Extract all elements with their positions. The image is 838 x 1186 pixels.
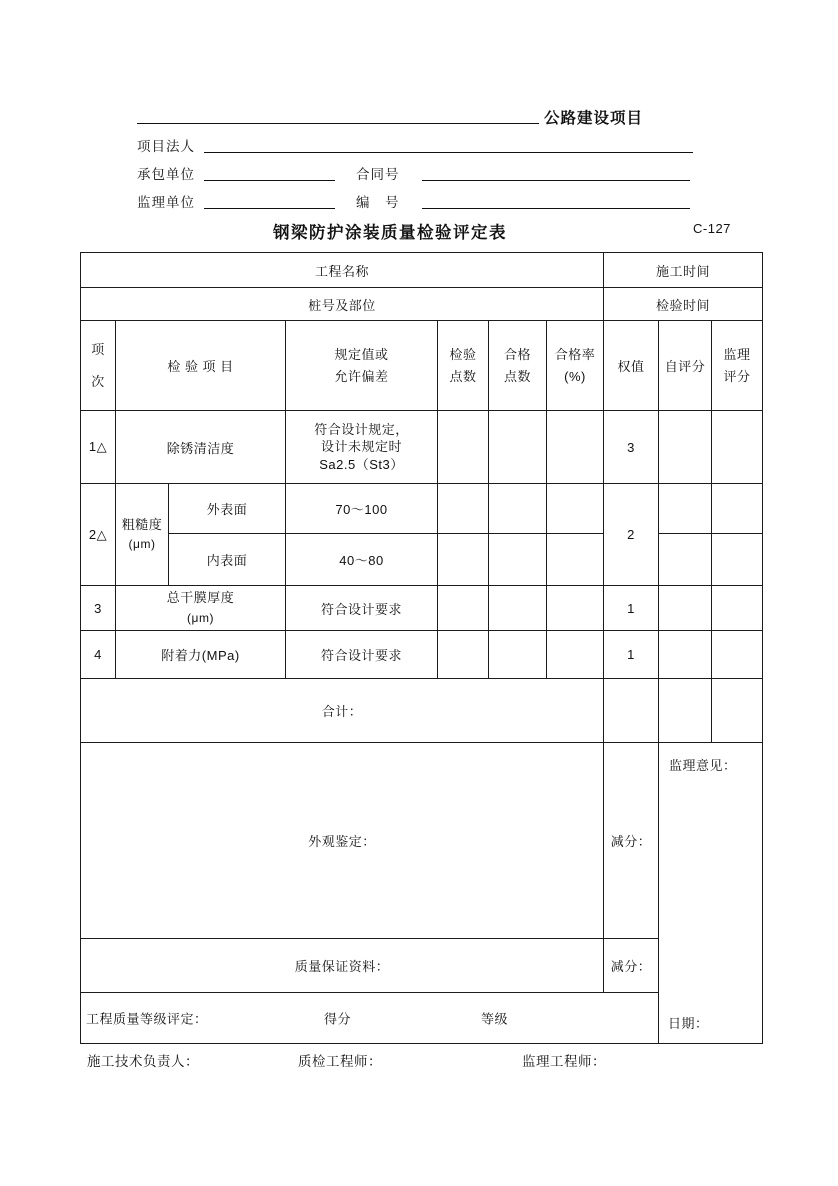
blank-cell xyxy=(438,484,489,534)
project-name-cell: 工程名称 xyxy=(81,253,604,288)
blank-cell xyxy=(712,631,763,679)
inspection-time-cell: 检验时间 xyxy=(604,288,763,321)
project-suffix-label: 公路建设项目 xyxy=(544,110,644,127)
deduction-cell-2: 减分： xyxy=(604,939,659,993)
col-pass-points: 合格 点数 xyxy=(489,321,547,411)
deduction-cell-1: 减分： xyxy=(604,743,659,939)
item-row-1 xyxy=(81,411,763,484)
col-self-score: 自评分 xyxy=(659,321,712,411)
item3-name: 总干膜厚度 (μm) xyxy=(116,586,286,631)
blank-cell xyxy=(659,586,712,631)
blank-line-serial-no xyxy=(422,208,690,209)
blank-cell xyxy=(712,534,763,586)
item3-weight: 1 xyxy=(604,586,659,631)
item3-spec: 符合设计要求 xyxy=(286,586,438,631)
blank-cell xyxy=(489,484,547,534)
item2-inner-label: 内表面 xyxy=(169,534,286,586)
qa-docs-cell: 质量保证资料： xyxy=(81,939,604,993)
qc-engineer-label: 质检工程师： xyxy=(298,1054,382,1069)
blank-cell xyxy=(659,484,712,534)
construction-tech-lead-label: 施工技术负责人： xyxy=(87,1054,199,1069)
col-pass-rate: 合格率 (%) xyxy=(547,321,604,411)
item-row-4 xyxy=(81,631,763,679)
col-check-points: 检验 点数 xyxy=(438,321,489,411)
supervision-opinion-label: 监理意见： xyxy=(669,758,737,773)
blank-line-contract-no xyxy=(422,180,690,181)
contractor-label: 承包单位 xyxy=(137,167,195,182)
appearance-row xyxy=(81,743,763,939)
item1-spec: 符合设计规定， 设计未规定时 Sa2.5（St3） xyxy=(286,411,438,484)
col-item-no: 项 次 xyxy=(81,321,116,411)
item2-weight: 2 xyxy=(604,484,659,586)
col-supervision-score: 监理 评分 xyxy=(712,321,763,411)
col-spec: 规定值或 允许偏差 xyxy=(286,321,438,411)
item2-outer-spec: 70～100 xyxy=(286,484,438,534)
blank-cell xyxy=(659,679,712,743)
blank-line-legal-person xyxy=(204,152,693,153)
blank-cell xyxy=(659,631,712,679)
blank-cell xyxy=(659,534,712,586)
blank-cell xyxy=(438,411,489,484)
form-title: 钢梁防护涂装质量检验评定表 xyxy=(273,224,507,242)
item4-no: 4 xyxy=(81,631,116,679)
blank-cell xyxy=(712,411,763,484)
item2-no: 2△ xyxy=(81,484,116,586)
item4-name: 附着力(MPa) xyxy=(116,631,286,679)
blank-cell xyxy=(712,484,763,534)
grade-eval-label: 工程质量等级评定： xyxy=(86,1011,208,1027)
total-label-cell: 合计： xyxy=(81,679,604,743)
station-cell: 桩号及部位 xyxy=(81,288,604,321)
blank-cell xyxy=(438,534,489,586)
blank-line-contractor xyxy=(204,180,335,181)
contract-no-label: 合同号 xyxy=(356,167,400,182)
serial-no-label: 编 号 xyxy=(356,195,400,210)
item-row-2a xyxy=(81,484,763,534)
info-row-project xyxy=(81,253,763,288)
item-row-2b xyxy=(81,534,763,586)
col-inspection-item: 检 验 项 目 xyxy=(116,321,286,411)
item4-weight: 1 xyxy=(604,631,659,679)
blank-cell xyxy=(547,534,604,586)
blank-cell xyxy=(547,586,604,631)
construction-time-cell: 施工时间 xyxy=(604,253,763,288)
form-code: C-127 xyxy=(693,221,731,236)
blank-cell xyxy=(547,484,604,534)
blank-line-project-name xyxy=(137,123,539,124)
blank-cell xyxy=(438,631,489,679)
item4-spec: 符合设计要求 xyxy=(286,631,438,679)
item1-no: 1△ xyxy=(81,411,116,484)
item1-name: 除锈清洁度 xyxy=(116,411,286,484)
blank-cell xyxy=(489,411,547,484)
blank-cell xyxy=(604,679,659,743)
item2-inner-spec: 40～80 xyxy=(286,534,438,586)
blank-cell xyxy=(489,534,547,586)
title-row xyxy=(80,219,700,243)
appearance-cell: 外观鉴定： xyxy=(81,743,604,939)
blank-cell xyxy=(438,586,489,631)
blank-cell xyxy=(712,679,763,743)
blank-cell xyxy=(547,411,604,484)
blank-cell xyxy=(659,411,712,484)
supervision-opinion-cell xyxy=(659,743,763,1044)
item2-outer-label: 外表面 xyxy=(169,484,286,534)
item1-weight: 3 xyxy=(604,411,659,484)
blank-cell xyxy=(547,631,604,679)
info-row-station xyxy=(81,288,763,321)
supervision-unit-label: 监理单位 xyxy=(137,195,195,210)
score-label: 得分 xyxy=(324,1011,352,1027)
legal-person-label: 项目法人 xyxy=(137,139,195,154)
column-header-row xyxy=(81,321,763,411)
total-row xyxy=(81,679,763,743)
supervision-engineer-label: 监理工程师： xyxy=(522,1054,606,1069)
date-label: 日期： xyxy=(668,1016,709,1031)
inspection-table xyxy=(80,252,763,1044)
blank-line-supervision-unit xyxy=(204,208,335,209)
col-weight: 权值 xyxy=(604,321,659,411)
item3-no: 3 xyxy=(81,586,116,631)
blank-cell xyxy=(712,586,763,631)
blank-cell xyxy=(489,631,547,679)
blank-cell xyxy=(489,586,547,631)
item2-name: 粗糙度 (μm) xyxy=(116,484,169,586)
item-row-3 xyxy=(81,586,763,631)
grade-eval-cell xyxy=(81,993,659,1044)
grade-label: 等级 xyxy=(481,1011,509,1027)
